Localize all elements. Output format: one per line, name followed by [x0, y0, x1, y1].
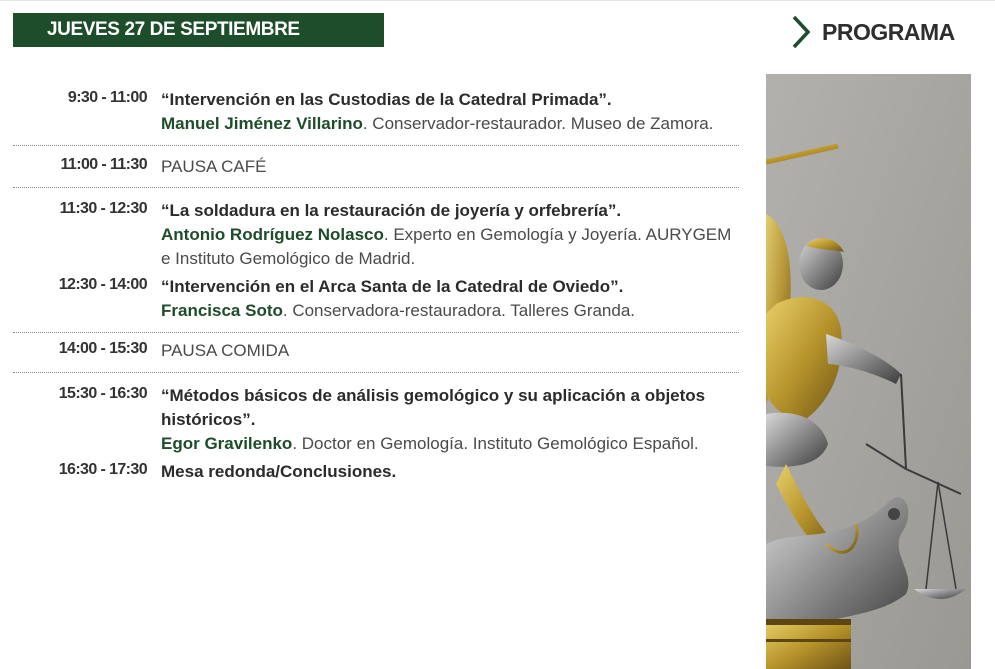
entry-body — [161, 275, 739, 323]
program-header — [790, 12, 955, 52]
entry-body — [161, 88, 739, 136]
schedule-entry — [13, 88, 739, 145]
talk-title: “Métodos básicos de análisis gemológico y su aplicación a objetos históricos”. — [161, 386, 706, 429]
schedule-entry — [13, 460, 739, 484]
speaker-name: Egor Gravilenko — [161, 434, 293, 453]
break-label: PAUSA COMIDA — [161, 341, 290, 360]
entry-body — [161, 460, 739, 484]
entry-body — [161, 199, 739, 271]
day-banner: JUEVES 27 DE SEPTIEMBRE — [13, 13, 384, 47]
talk-title: “La soldadura en la restauración de joyería y orfebrería”. — [161, 201, 622, 220]
entry-time: 11:30 - 12:30 — [59, 200, 147, 217]
schedule-entry — [13, 373, 739, 460]
schedule-entry — [13, 188, 739, 275]
talk-title: “Intervención en las Custodias de la Catedral Primada”. — [161, 90, 612, 109]
entry-time: 14:00 - 15:30 — [58, 340, 147, 357]
entry-time: 15:30 - 16:30 — [58, 385, 147, 402]
talk-title: “Intervención en el Arca Santa de la Catedral de Oviedo”. — [161, 277, 624, 296]
speaker-name: Antonio Rodríguez Nolasco — [161, 225, 384, 244]
program-title: PROGRAMA — [822, 18, 955, 45]
top-rule — [0, 0, 995, 1]
schedule-entry — [13, 275, 739, 332]
entry-time: 9:30 - 11:00 — [67, 89, 147, 106]
break-label: PAUSA CAFÉ — [161, 157, 267, 176]
talk-title: Mesa redonda/Conclusiones. — [161, 462, 397, 481]
speaker-name: Francisca Soto — [161, 301, 283, 320]
schedule-break — [13, 146, 739, 187]
chevron-right-icon — [790, 14, 812, 50]
entry-body — [161, 384, 721, 456]
speaker-affiliation: . Doctor en Gemología. Instituto Gemológico Español. — [292, 434, 699, 453]
speaker-affiliation: . Experto en Gemología y Joyería. AURYGEM e Instituto Gemológico de Madrid. — [161, 225, 732, 268]
schedule-break — [13, 333, 739, 372]
sculpture-photo — [766, 74, 971, 669]
entry-time: 11:00 - 11:30 — [60, 156, 147, 173]
schedule — [13, 88, 739, 484]
entry-time: 16:30 - 17:30 — [58, 461, 147, 478]
speaker-name: Manuel Jiménez Villarino — [161, 114, 363, 133]
entry-time: 12:30 - 14:00 — [58, 276, 147, 293]
speaker-affiliation: . Conservadora-restauradora. Talleres Granda. — [282, 301, 636, 320]
speaker-affiliation: . Conservador-restaurador. Museo de Zamora. — [362, 114, 714, 133]
